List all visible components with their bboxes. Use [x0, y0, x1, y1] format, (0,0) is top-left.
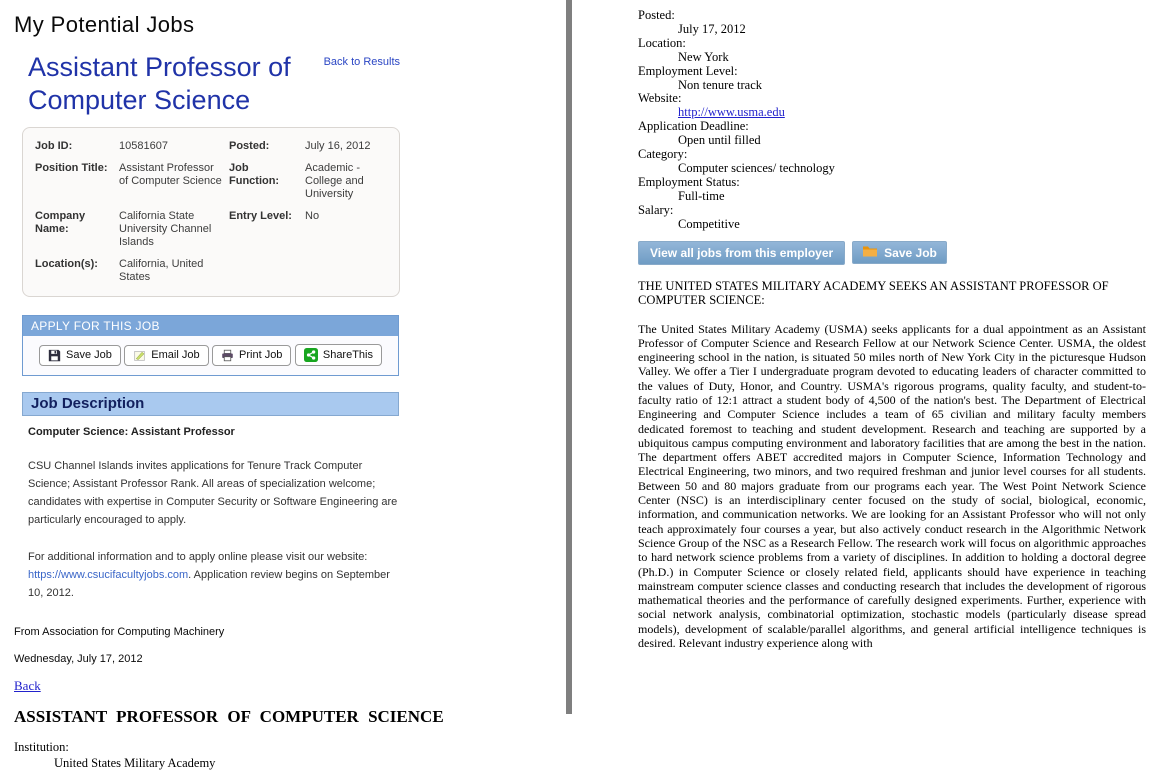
job-details-grid — [35, 140, 387, 284]
institution-label: Institution: — [14, 740, 69, 754]
field-value-deadline: Open until filled — [678, 133, 761, 148]
job-description-subtitle: Computer Science: Assistant Professor — [28, 426, 235, 438]
field-label-employment-status: Employment Status: — [638, 174, 740, 189]
field-label-location: Location: — [638, 35, 686, 50]
apply-section-header: APPLY FOR THIS JOB — [23, 316, 398, 336]
field-label-website: Website: — [638, 91, 682, 106]
detail-value: No — [305, 210, 320, 222]
apply-section — [22, 315, 399, 376]
feed-source: From Association for Computing Machinery — [14, 626, 225, 638]
detail-value: Academic - College and University — [305, 162, 364, 200]
print-job-button[interactable] — [212, 345, 291, 366]
detail-value — [305, 258, 387, 284]
employer-buttons-row — [638, 241, 1146, 265]
detail-label: Posted: — [229, 140, 270, 152]
website-link[interactable]: http://www.usma.edu — [678, 105, 785, 120]
save-job-button[interactable] — [39, 345, 121, 366]
detail-value: California, United States — [119, 258, 204, 283]
detail-label: Job Function: — [229, 162, 280, 187]
email-job-button[interactable] — [124, 345, 208, 366]
posting-caps-heading: THE UNITED STATES MILITARY ACADEMY SEEKS AN ASSISTANT PROFESSOR OF COMPUTER SCIENCE: — [638, 278, 1109, 307]
job-description-header: Job Description — [22, 392, 399, 416]
feed-date: Wednesday, July 17, 2012 — [14, 653, 143, 665]
field-value-location: New York — [678, 49, 729, 64]
apply-info-text-after: . Application review begins on September 10, 2012. — [28, 569, 390, 599]
field-value-employment-status: Full-time — [678, 188, 725, 203]
job-title: Assistant Professor of Computer Science — [28, 52, 291, 115]
floppy-disk-icon — [48, 349, 61, 362]
detail-label: Entry Level: — [229, 210, 292, 222]
sharethis-button[interactable] — [295, 344, 382, 366]
save-job-right-label: Save Job — [884, 245, 937, 260]
printer-icon — [221, 349, 234, 362]
job-description-paragraph: CSU Channel Islands invites applications for Tenure Track Computer Science; Assistant Professor Rank. All areas of specialization welcome; candidates with expertise in Computer Security or Software Engineering are particularly encouraged to apply. — [28, 460, 398, 526]
detail-label: Position Title: — [35, 162, 108, 174]
apply-info-text: For additional information and to apply online please visit our website: — [28, 551, 368, 563]
email-job-label: Email Job — [151, 349, 200, 361]
field-value-posted: July 17, 2012 — [678, 21, 746, 36]
left-pane — [0, 0, 566, 770]
save-job-button-right[interactable] — [852, 241, 947, 264]
field-label-deadline: Application Deadline: — [638, 119, 749, 134]
back-link[interactable]: Back — [14, 678, 41, 693]
folder-icon — [862, 245, 878, 260]
job-details-card — [22, 127, 400, 297]
job-title-row — [22, 51, 400, 117]
detail-value: California State University Channel Islands — [119, 210, 212, 248]
sharethis-label: ShareThis — [322, 349, 373, 361]
detail-label: Location(s): — [35, 258, 98, 270]
posting-body-text: The United States Military Academy (USMA) seeks applicants for a dual appointment as an Assistant Professor of Computer Science and Research Fellow at our Network Science Center. USMA, the oldest engineering school in the nation, is situated 50 miles north of New York City in the picturesque Hudson Valley. We offer a Tier I undergraduate program devoted to educating leaders of character committed to the values of Duty, Honor, and Country. USMA's rigorous programs, quality faculty, and student-to-faculty ratio of 12:1 attract a student body of 4,500 of the nation's best. The Department of Electrical Engineering and Computer Science includes a team of 65 civilian and military faculty members dedicated foremost to teaching and student development. Research and teaching are supported by a ubiquitous campus computing environment and laboratory facilities that are among the best in the nation. The department offers ABET accredited majors in Computer Science, Information Technology and Electrical Engineering, two minors, and two required freshman and junior level courses for all students. Between 50 and 80 majors graduate from our programs each year. The West Point Network Science Center (NSC) is an interdisciplinary center focused on the study of social, biological, economic, information, and communication networks. We are looking for an Assistant Professor who will not only teach approximately four courses a year, but also actively conduct research in the Algorithmic Network Science Group of the NSC as a Research Fellow. The research work will focus on algorithmic approaches to hard network science problems from a variety of disciplines. In addition to holding a doctoral degree (Ph.D.) in Computer Science or closely related field, applicants should have experience in teaching mainstream computer science classes and conducting research that includes the development of rigorous mathematical theories and the performance of carefully designed experiments. Further, experience with social network analysis, combinatorial optimization, stochastic models (particularly disease spread models), development of scalable/parallel algorithms, and general artificial intelligence techniques is desired. Relevant industry experience along with — [638, 321, 1146, 651]
field-value-employment-level: Non tenure track — [678, 77, 762, 92]
field-label-posted: Posted: — [638, 8, 675, 22]
detail-label — [229, 258, 301, 284]
field-label-employment-level: Employment Level: — [638, 63, 738, 78]
detail-value: 10581607 — [119, 140, 168, 152]
email-icon — [133, 349, 146, 362]
sharethis-icon — [304, 348, 318, 362]
field-label-salary: Salary: — [638, 202, 674, 217]
posting-heading: ASSISTANT PROFESSOR OF COMPUTER SCIENCE — [14, 707, 444, 726]
apply-buttons-row — [23, 336, 398, 375]
faculty-jobs-link[interactable]: https://www.csucifacultyjobs.com — [28, 569, 189, 581]
detail-value: Assistant Professor of Computer Science — [119, 162, 222, 187]
print-job-label: Print Job — [239, 349, 283, 361]
detail-value: July 16, 2012 — [305, 140, 371, 152]
field-label-category: Category: — [638, 147, 688, 162]
job-description-apply-info — [28, 548, 402, 602]
view-all-jobs-button[interactable]: View all jobs from this employer — [638, 241, 845, 265]
page-title: My Potential Jobs — [14, 12, 195, 37]
detail-label: Company Name: — [35, 210, 86, 235]
back-to-results-link[interactable]: Back to Results — [323, 56, 400, 68]
save-job-label: Save Job — [66, 349, 112, 361]
detail-label: Job ID: — [35, 140, 73, 152]
right-pane — [572, 0, 1156, 714]
field-value-salary: Competitive — [678, 216, 740, 231]
field-value-category: Computer sciences/ technology — [678, 160, 835, 175]
institution-value: United States Military Academy — [54, 756, 216, 770]
